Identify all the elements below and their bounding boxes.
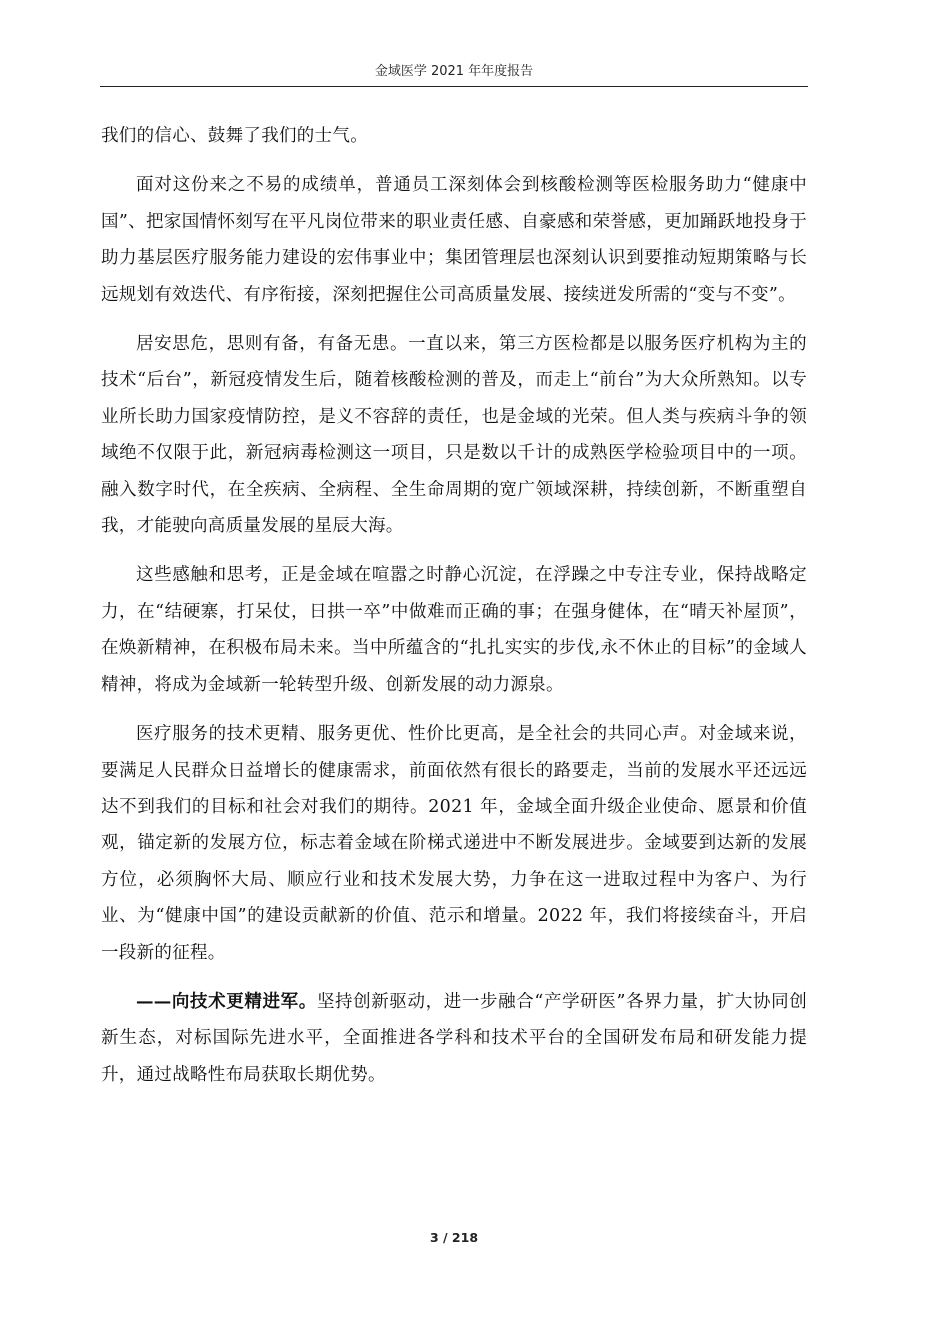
paragraph-achievement: 面对这份来之不易的成绩单，普通员工深刻体会到核酸检测等医检服务助力“健康中国”、把家国情怀刻写在平凡岗位带来的职业责任感、自豪感和荣誉感，更加踊跃地投身于助力基层医疗服务能力建设的宏伟事业中；集团管理层也深刻认识到要推动短期策略与长远规划有效迭代、有序衔接，深刻把握住公司高质量发展、接续迸发所需的“变与不变”。 [101,175,807,305]
paragraph-outlook: 医疗服务的技术更精、服务更优、性价比更高，是全社会的共同心声。对金域来说，要满足人民群众日益增长的健康需求，前面依然有很长的路要走，当前的发展水平还远远达不到我们的目标和社会对我们的期待。2021 年，金域全面升级企业使命、愿景和价值观，锚定新的发展方位，标志着金域在阶梯式递进中不断发展进步。金域要到达新的发展方位，必须胸怀大局、顺应行业和技术发展大势，力争在这一进取过程中为客户、为行业、为“健康中国”的建设贡献新的价值、范示和增量。2022 年，我们将接续奋斗，开启一段新的征程。 [101,724,807,963]
page-number: 3 / 218 [429,1230,479,1245]
paragraph-technology-goal [101,984,807,1093]
header-divider [100,86,808,87]
report-body [101,118,807,1106]
goal-text: 坚持创新驱动，进一步融合“产学研医”各界力量，扩大协同创新生态，对标国际先进水平，全面推进各学科和技术平台的全国研发布局和研发能力提升，通过战略性布局获取长期优势。 [101,991,808,1085]
paragraph-reflection: 这些感触和思考，正是金域在喧嚣之时静心沉淀，在浮躁之中专注专业，保持战略定力，在“结硬寨，打呆仗，日拱一卒”中做难而正确的事；在强身健体，在“晴天补屋顶”，在焕新精神，在积极布局未来。当中所蕴含的“扎扎实实的步伐,永不休止的目标”的金域人精神，将成为金域新一轮转型升级、创新发展的动力源泉。 [101,565,807,695]
page-header: 金域医学 2021 年年度报告 [374,64,534,79]
goal-heading: ——向技术更精进军。 [136,991,317,1012]
paragraph-continuation: 我们的信心、鼓舞了我们的士气。 [101,126,368,146]
paragraph-preparedness: 居安思危，思则有备，有备无患。一直以来，第三方医检都是以服务医疗机构为主的技术“后台”，新冠疫情发生后，随着核酸检测的普及，而走上“前台”为大众所熟知。以专业所长助力国家疫情防控，是义不容辞的责任，也是金域的光荣。但人类与疾病斗争的领域绝不仅限于此，新冠病毒检测这一项目，只是数以千计的成熟医学检验项目中的一项。融入数字时代，在全疾病、全病程、全生命周期的宽广领域深耕，持续创新，不断重塑自我，才能驶向高质量发展的星辰大海。 [101,334,807,537]
